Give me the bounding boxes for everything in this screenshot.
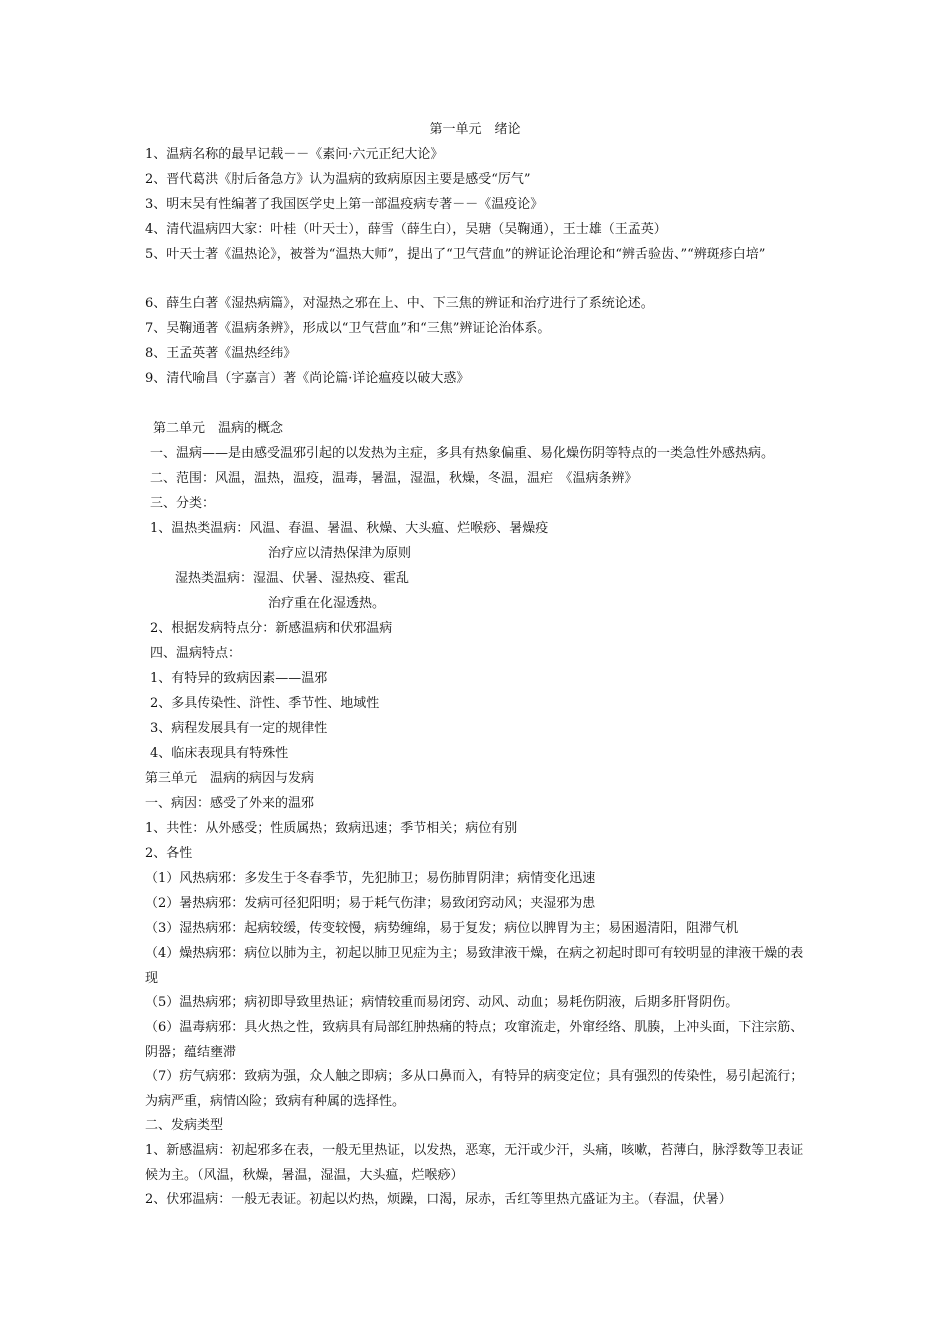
unit3-individual-7: （7）疠气病邪：致病为强，众人触之即病；多从口鼻而入，有特异的病变定位；具有强烈的传染性，易引起流行；为病严重，病情凶险；致病有种属的选择性。 xyxy=(145,1069,804,1109)
unit3-cause-heading: 一、病因：感受了外来的温邪 xyxy=(145,796,315,811)
unit2-class-2: 湿热类温病：湿温、伏暑、湿热疫、霍乱 xyxy=(175,571,410,586)
unit2-feature-4: 4、临床表现具有特殊性 xyxy=(150,746,289,761)
unit2-feature-1: 1、有特异的致病因素——温邪 xyxy=(150,671,328,686)
unit2-feature-2: 2、多具传染性、浒性、季节性、地域性 xyxy=(150,696,380,711)
unit3-individual-heading: 2、各性 xyxy=(145,846,193,861)
unit1-item-1: 1、温病名称的最早记载－－《素问·六元正纪大论》 xyxy=(145,147,444,162)
unit1-item-8: 8、王孟英著《温热经纬》 xyxy=(145,346,297,361)
unit3-common: 1、共性：从外感受；性质属热；致病迅速；季节相关；病位有别 xyxy=(145,821,518,836)
unit3-onset-heading: 二、发病类型 xyxy=(145,1118,224,1133)
unit2-title: 第二单元 温病的概念 xyxy=(153,421,284,436)
unit2-feature-3: 3、病程发展具有一定的规律性 xyxy=(150,721,328,736)
unit3-individual-1: （1）风热病邪：多发生于冬春季节，先犯肺卫；易伤肺胃阴津；病情变化迅速 xyxy=(145,871,596,886)
unit2-class-heading: 三、分类： xyxy=(150,496,216,511)
unit3-individual-4: （4）燥热病邪：病位以肺为主，初起以肺卫见症为主；易致津液干燥，在病之初起时即可有较明显的津液干燥的表现 xyxy=(145,946,804,986)
unit1-item-4: 4、清代温病四大家：叶桂（叶天士），薛雪（薛生白），吴瑭（吴鞠通），王士雄（王孟英） xyxy=(145,222,667,237)
unit2-class-1-note: 治疗应以清热保津为原则 xyxy=(268,546,412,561)
unit3-individual-3: （3）湿热病邪：起病较缓，传变较慢，病势缠绵，易于复发；病位以脾胃为主；易困遏清阳，阻滞气机 xyxy=(145,921,739,936)
unit1-item-6: 6、薛生白著《湿热病篇》，对湿热之邪在上、中、下三焦的辨证和治疗进行了系统论述。 xyxy=(145,296,654,311)
unit2-definition: 一、温病——是由感受温邪引起的以发热为主症，多具有热象偏重、易化燥伤阴等特点的一类急性外感热病。 xyxy=(150,446,775,461)
unit1-item-5: 5、叶天士著《温热论》，被誉为“温热大师”，提出了“卫气营血”的辨证论治理论和“辨舌验齿、”“辨斑疹白培” xyxy=(145,247,766,262)
unit2-class-2-note: 治疗重在化湿透热。 xyxy=(268,596,386,611)
unit3-onset-2: 2、伏邪温病：一般无表证。初起以灼热，烦躁，口渴，尿赤，舌红等里热亢盛证为主。（春温，伏暑） xyxy=(145,1192,732,1207)
unit1-item-2: 2、晋代葛洪《肘后备急方》认为温病的致病原因主要是感受“厉气” xyxy=(145,172,531,187)
unit1-item-3: 3、明末吴有性编著了我国医学史上第一部温疫病专著－－《温疫论》 xyxy=(145,197,544,212)
unit2-features-heading: 四、温病特点： xyxy=(150,646,242,661)
unit3-individual-2: （2）暑热病邪：发病可径犯阳明；易于耗气伤津；易致闭窍动风；夹湿邪为患 xyxy=(145,896,596,911)
unit1-item-9: 9、清代喻昌（字嘉言）著《尚论篇·详论瘟疫以破大惑》 xyxy=(145,371,470,386)
unit2-class-3: 2、根据发病特点分：新感温病和伏邪温病 xyxy=(150,621,393,636)
unit1-title: 第一单元 绪论 xyxy=(429,122,521,137)
unit3-individual-6: （6）温毒病邪：具火热之性，致病具有局部红肿热痛的特点；攻窜流走，外窜经络、肌腠，上冲头面，下注宗筋、阴器；蕴结壅滞 xyxy=(145,1020,804,1060)
unit3-onset-1: 1、新感温病：初起邪多在表，一般无里热证，以发热，恶寒，无汗或少汗，头痛，咳嗽，苔薄白，脉浮数等卫表证候为主。（风温，秋燥，暑温，湿温，大头瘟，烂喉痧） xyxy=(145,1143,804,1183)
unit2-class-1: 1、温热类温病：风温、春温、暑温、秋燥、大头瘟、烂喉痧、暑燥疫 xyxy=(150,521,549,536)
unit3-title: 第三单元 温病的病因与发病 xyxy=(145,771,315,786)
unit2-scope: 二、范围：风温，温热，温疫，温毒，暑温，湿温，秋燥，冬温，温疟 《温病条辨》 xyxy=(150,471,638,486)
unit3-individual-5: （5）温热病邪；病初即导致里热证；病情较重而易闭窍、动风、动血；易耗伤阴液，后期多肝肾阴伤。 xyxy=(145,995,739,1010)
unit1-item-7: 7、吴鞠通著《温病条辨》，形成以“卫气营血”和“三焦”辨证论治体系。 xyxy=(145,321,551,336)
